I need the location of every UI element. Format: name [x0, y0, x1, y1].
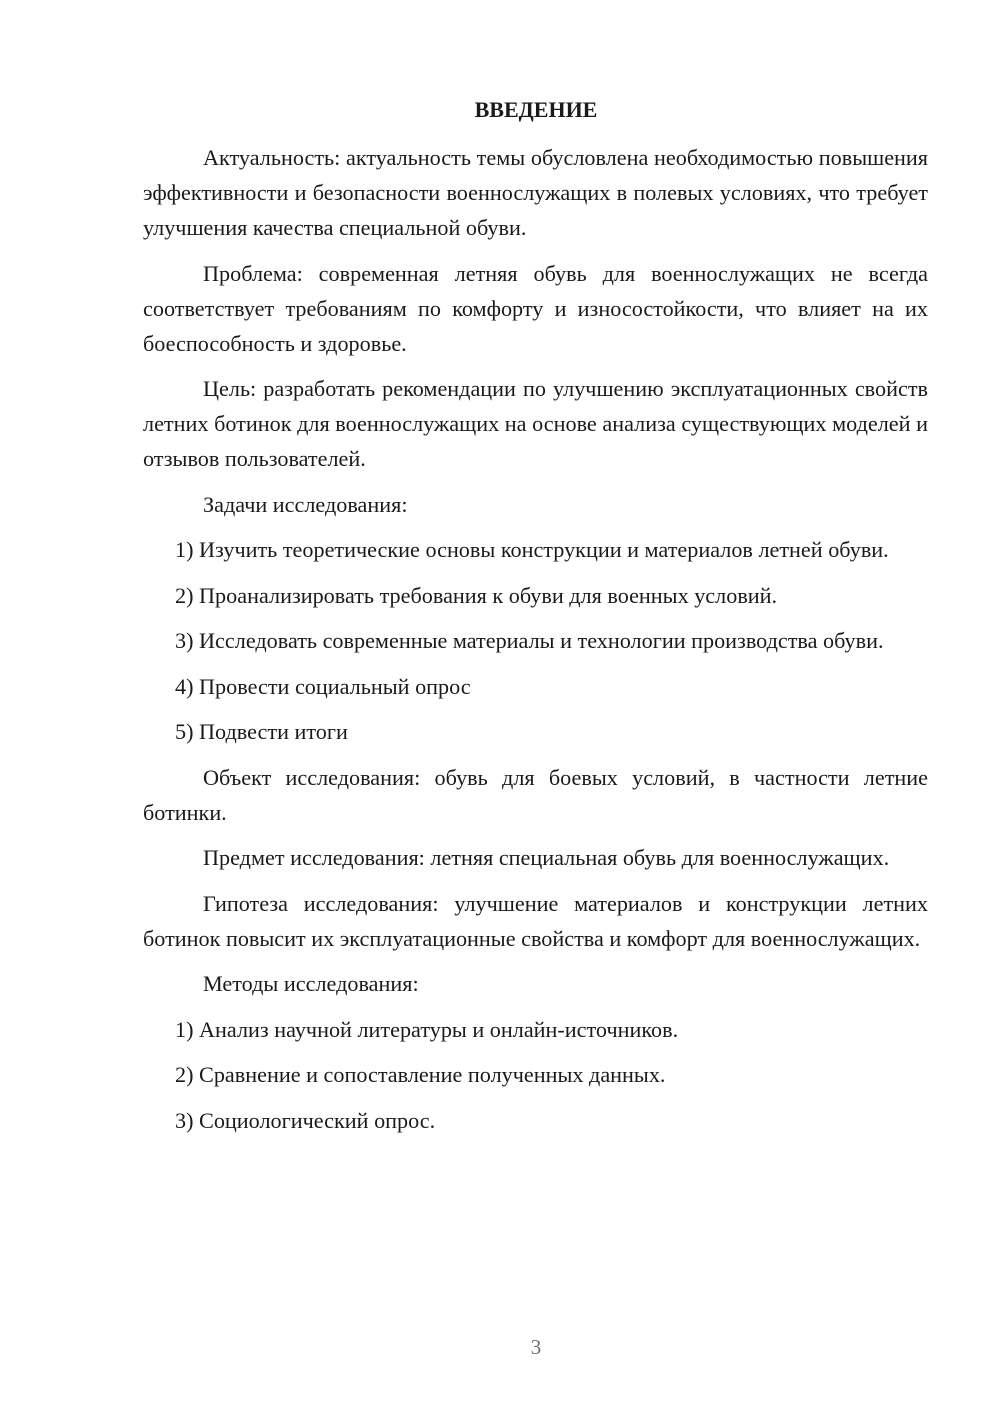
- method-item-2: 2) Сравнение и сопоставление полученных данных.: [175, 1062, 666, 1087]
- task-item-2: 2) Проанализировать требования к обуви для военных условий.: [175, 582, 778, 608]
- page-number: 3: [530, 1335, 542, 1359]
- body-text: [143, 140, 928, 1148]
- paragraph-subject: Предмет исследования: летняя специальная обувь для военнослужащих.: [203, 845, 890, 870]
- section-title: ВВЕДЕНИЕ: [474, 97, 598, 122]
- task-item-3: 3) Исследовать современные материалы и технологии производства обуви.: [175, 628, 884, 653]
- method-item-3: 3) Социологический опрос.: [175, 1107, 436, 1133]
- paragraph-object: Объект исследования: обувь для боевых условий, в частности летние ботинки.: [143, 764, 928, 825]
- task-item-4: 4) Провести социальный опрос: [175, 673, 471, 699]
- task-item-5: 5) Подвести итоги: [175, 719, 348, 744]
- paragraph-tasks-heading: Задачи исследования:: [203, 491, 408, 517]
- paragraph-hypothesis: Гипотеза исследования: улучшение материалов и конструкции летних ботинок повысит их эксплуатационные свойства и комфорт для военнослужащих.: [143, 890, 928, 951]
- task-item-1: 1) Изучить теоретические основы конструкции и материалов летней обуви.: [175, 537, 889, 562]
- paragraph-methods-heading: Методы исследования:: [203, 971, 419, 996]
- method-item-1: 1) Анализ научной литературы и онлайн-источников.: [175, 1016, 679, 1042]
- paragraph-relevance: Актуальность: актуальность темы обусловлена необходимостью повышения эффективности и безопасности военнослужащих в полевых условиях, что требует улучшения качества специальной обуви.: [143, 145, 928, 240]
- paragraph-problem: Проблема: современная летняя обувь для военнослужащих не всегда соответствует требованиям по комфорту и износостойкости, что влияет на их боеспособность и здоровье.: [143, 260, 928, 356]
- paragraph-goal: Цель: разработать рекомендации по улучшению эксплуатационных свойств летних ботинок для военнослужащих на основе анализа существующих моделей и отзывов пользователей.: [143, 376, 928, 471]
